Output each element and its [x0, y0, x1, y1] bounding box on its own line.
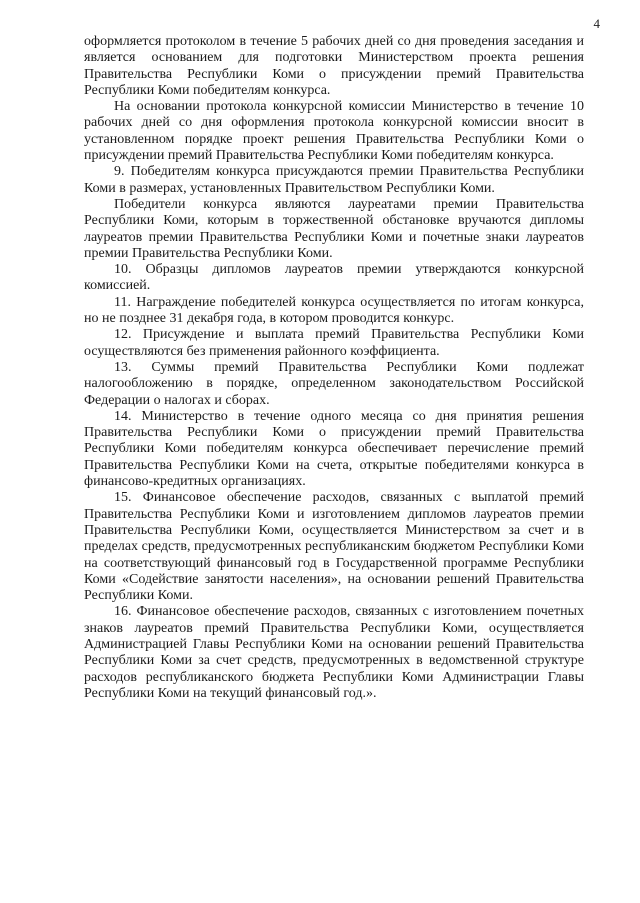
paragraph-protocol-submission: На основании протокола конкурсной комиссии Министерство в течение 10 рабочих дней со дня оформления протокола конкурсной комиссии вносит в установленном порядке проект решения Правительства Республики Коми о присуждении премий Правительства Республики Коми победителям конкурса.	[84, 99, 584, 164]
paragraph-item-14: 14. Министерство в течение одного месяца со дня принятия решения Правительства Республики Коми о присуждении премий Правительства Республики Коми победителям конкурса обеспечивает перечисление премий Правительства Республики Коми на счета, открытые победителями конкурса в финансово-кредитных организациях.	[84, 408, 584, 490]
paragraph-laureates: Победители конкурса являются лауреатами премии Правительства Республики Коми, которым в торжественной обстановке вручаются дипломы лауреатов премии Правительства Республики Коми и почетные знаки лауреатов премии Правительства Республики Коми.	[84, 196, 584, 261]
paragraph-item-11: 11. Награждение победителей конкурса осуществляется по итогам конкурса, но не позднее 31 декабря года, в котором проводится конкурс.	[84, 294, 584, 327]
page-number: 4	[593, 16, 600, 31]
paragraph-item-16: 16. Финансовое обеспечение расходов, связанных с изготовлением почетных знаков лауреатов премий Правительства Республики Коми, осуществляется Администрацией Главы Республики Коми на основании решений Правительства Республики Коми за счет средств, предусмотренных в ведомственной структуре расходов республиканского бюджета Республики Коми Администрации Главы Республики Коми на текущий финансовый год.».	[84, 604, 584, 701]
paragraph-continuation: оформляется протоколом в течение 5 рабочих дней со дня проведения заседания и является основанием для подготовки Министерством проекта решения Правительства Республики Коми о присуждении премий Правительства Республики Коми победителям конкурса.	[84, 34, 584, 98]
paragraph-item-12: 12. Присуждение и выплата премий Правительства Республики Коми осуществляются без применения районного коэффициента.	[84, 327, 584, 359]
paragraph-item-9: 9. Победителям конкурса присуждаются премии Правительства Республики Коми в размерах, установленных Правительством Республики Коми.	[84, 164, 584, 196]
paragraph-item-10: 10. Образцы дипломов лауреатов премии утверждаются конкурсной комиссией.	[84, 262, 584, 294]
paragraph-item-13: 13. Суммы премий Правительства Республики Коми подлежат налогообложению в порядке, определенном законодательством Российской Федерации о налогах и сборах.	[84, 359, 584, 408]
paragraph-item-15: 15. Финансовое обеспечение расходов, связанных с выплатой премий Правительства Республики Коми и изготовлением дипломов лауреатов премии Правительства Республики Коми, осуществляется Министерством за счет и в пределах средств, предусмотренных республиканским бюджетом Республики Коми на соответствующий финансовый год в Государственной программе Республики Коми «Содействие занятости населения», на основании решений Правительства Республики Коми.	[84, 490, 584, 604]
document-body	[84, 34, 584, 702]
